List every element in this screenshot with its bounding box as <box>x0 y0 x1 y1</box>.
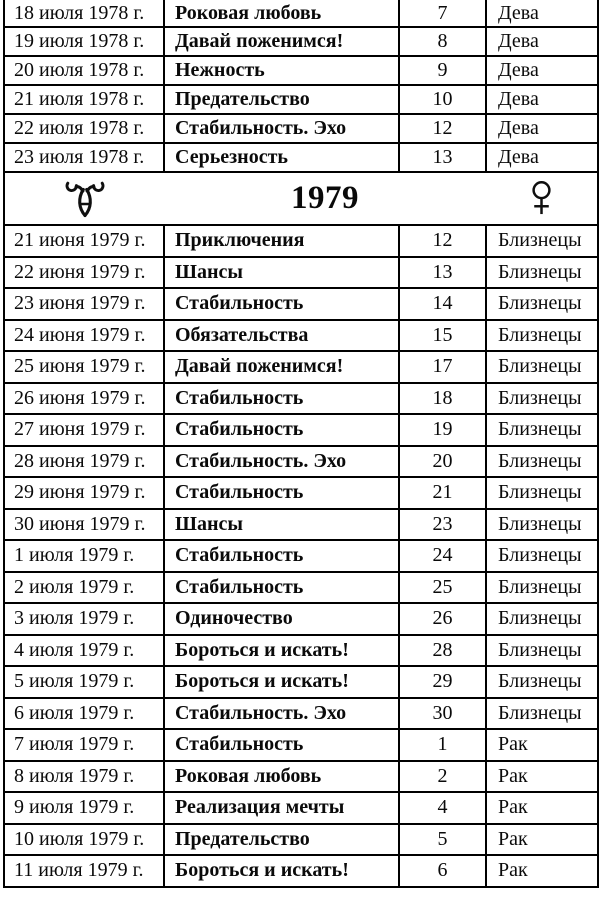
day-number-cell: 12 <box>399 114 486 143</box>
date-cell: 4 июля 1979 г. <box>4 635 164 667</box>
date-cell: 8 июля 1979 г. <box>4 761 164 793</box>
event-cell: Стабильность. Эхо <box>164 114 399 143</box>
zodiac-sign-cell: Близнецы <box>486 635 598 667</box>
event-cell: Предательство <box>164 824 399 856</box>
zodiac-sign-cell: Близнецы <box>486 446 598 478</box>
date-cell: 24 июня 1979 г. <box>4 320 164 352</box>
day-number-cell: 28 <box>399 635 486 667</box>
day-number-cell: 7 <box>399 0 486 27</box>
event-cell: Стабильность <box>164 414 399 446</box>
day-number-cell: 4 <box>399 792 486 824</box>
date-cell: 23 июня 1979 г. <box>4 288 164 320</box>
table-row <box>4 698 598 730</box>
date-cell: 21 июля 1978 г. <box>4 85 164 114</box>
table-row <box>4 477 598 509</box>
day-number-cell: 24 <box>399 540 486 572</box>
event-cell: Давай поженимся! <box>164 27 399 56</box>
table-row <box>4 56 598 85</box>
zodiac-sign-cell: Близнецы <box>486 540 598 572</box>
table-row <box>4 792 598 824</box>
day-number-cell: 8 <box>399 27 486 56</box>
table-row <box>4 824 598 856</box>
date-cell: 11 июля 1979 г. <box>4 855 164 887</box>
zodiac-sign-cell: Дева <box>486 56 598 85</box>
date-cell: 20 июля 1978 г. <box>4 56 164 85</box>
day-number-cell: 17 <box>399 351 486 383</box>
event-cell: Бороться и искать! <box>164 855 399 887</box>
zodiac-sign-cell: Близнецы <box>486 288 598 320</box>
zodiac-sign-cell: Близнецы <box>486 351 598 383</box>
date-cell: 9 июля 1979 г. <box>4 792 164 824</box>
table-row <box>4 761 598 793</box>
date-cell: 29 июня 1979 г. <box>4 477 164 509</box>
date-cell: 27 июня 1979 г. <box>4 414 164 446</box>
day-number-cell: 20 <box>399 446 486 478</box>
table-row <box>4 114 598 143</box>
zodiac-sign-cell: Близнецы <box>486 257 598 289</box>
event-cell: Стабильность <box>164 572 399 604</box>
date-cell: 2 июля 1979 г. <box>4 572 164 604</box>
table-row <box>4 509 598 541</box>
date-cell: 19 июля 1978 г. <box>4 27 164 56</box>
event-cell: Нежность <box>164 56 399 85</box>
table-row <box>4 0 598 27</box>
table-row <box>4 383 598 415</box>
day-number-cell: 29 <box>399 666 486 698</box>
zodiac-sign-cell: Рак <box>486 792 598 824</box>
day-number-cell: 18 <box>399 383 486 415</box>
day-number-cell: 6 <box>399 855 486 887</box>
event-cell: Роковая любовь <box>164 0 399 27</box>
horoscope-table <box>3 0 599 888</box>
day-number-cell: 15 <box>399 320 486 352</box>
zodiac-sign-cell: Близнецы <box>486 477 598 509</box>
event-cell: Бороться и искать! <box>164 666 399 698</box>
year-header-section <box>4 172 598 225</box>
table-row <box>4 351 598 383</box>
event-cell: Стабильность <box>164 383 399 415</box>
event-cell: Стабильность <box>164 288 399 320</box>
table-row <box>4 288 598 320</box>
zodiac-sign-cell: Рак <box>486 729 598 761</box>
zodiac-sign-cell: Близнецы <box>486 603 598 635</box>
zodiac-sign-cell: Рак <box>486 855 598 887</box>
event-cell: Стабильность <box>164 729 399 761</box>
event-cell: Шансы <box>164 257 399 289</box>
table-row <box>4 635 598 667</box>
event-cell: Шансы <box>164 509 399 541</box>
event-cell: Одиночество <box>164 603 399 635</box>
date-cell: 22 июля 1978 г. <box>4 114 164 143</box>
table-row <box>4 85 598 114</box>
day-number-cell: 21 <box>399 477 486 509</box>
date-cell: 28 июня 1979 г. <box>4 446 164 478</box>
zodiac-sign-cell: Близнецы <box>486 225 598 257</box>
zodiac-sign-cell: Близнецы <box>486 698 598 730</box>
date-cell: 6 июля 1979 г. <box>4 698 164 730</box>
event-cell: Обязательства <box>164 320 399 352</box>
table-row <box>4 729 598 761</box>
zodiac-sign-cell: Рак <box>486 824 598 856</box>
event-cell: Давай поженимся! <box>164 351 399 383</box>
zodiac-sign-cell: Близнецы <box>486 414 598 446</box>
date-cell: 5 июля 1979 г. <box>4 666 164 698</box>
table-row <box>4 446 598 478</box>
day-number-cell: 26 <box>399 603 486 635</box>
day-number-cell: 12 <box>399 225 486 257</box>
date-cell: 21 июня 1979 г. <box>4 225 164 257</box>
event-cell: Приключения <box>164 225 399 257</box>
zodiac-sign-cell: Близнецы <box>486 509 598 541</box>
venus-icon <box>528 179 555 219</box>
date-cell: 30 июня 1979 г. <box>4 509 164 541</box>
day-number-cell: 5 <box>399 824 486 856</box>
section-1978-rows <box>4 0 598 172</box>
event-cell: Стабильность <box>164 477 399 509</box>
table-row <box>4 540 598 572</box>
zodiac-sign-cell: Близнецы <box>486 572 598 604</box>
table-row <box>4 257 598 289</box>
day-number-cell: 13 <box>399 143 486 172</box>
section-1979-rows <box>4 225 598 887</box>
day-number-cell: 10 <box>399 85 486 114</box>
day-number-cell: 14 <box>399 288 486 320</box>
year-header-cell <box>4 172 598 225</box>
event-cell: Стабильность. Эхо <box>164 446 399 478</box>
year-heading: 1979 <box>291 180 359 217</box>
table-row <box>4 225 598 257</box>
zodiac-sign-cell: Рак <box>486 761 598 793</box>
date-cell: 25 июня 1979 г. <box>4 351 164 383</box>
event-cell: Бороться и искать! <box>164 635 399 667</box>
table-row <box>4 666 598 698</box>
year-header-row <box>4 172 598 225</box>
date-cell: 18 июля 1978 г. <box>4 0 164 27</box>
zodiac-sign-cell: Дева <box>486 143 598 172</box>
table-row <box>4 320 598 352</box>
day-number-cell: 30 <box>399 698 486 730</box>
event-cell: Стабильность <box>164 540 399 572</box>
event-cell: Стабильность. Эхо <box>164 698 399 730</box>
day-number-cell: 23 <box>399 509 486 541</box>
zodiac-sign-cell: Дева <box>486 0 598 27</box>
date-cell: 23 июля 1978 г. <box>4 143 164 172</box>
day-number-cell: 9 <box>399 56 486 85</box>
day-number-cell: 25 <box>399 572 486 604</box>
table-row <box>4 414 598 446</box>
date-cell: 7 июля 1979 г. <box>4 729 164 761</box>
event-cell: Роковая любовь <box>164 761 399 793</box>
day-number-cell: 13 <box>399 257 486 289</box>
day-number-cell: 19 <box>399 414 486 446</box>
event-cell: Реализация мечты <box>164 792 399 824</box>
table-row <box>4 27 598 56</box>
table-row <box>4 572 598 604</box>
date-cell: 26 июня 1979 г. <box>4 383 164 415</box>
table-row <box>4 855 598 887</box>
zodiac-sign-cell: Дева <box>486 27 598 56</box>
zodiac-sign-cell: Близнецы <box>486 383 598 415</box>
zodiac-sign-cell: Дева <box>486 114 598 143</box>
day-number-cell: 1 <box>399 729 486 761</box>
cancer-crayfish-icon <box>63 180 107 218</box>
event-cell: Предательство <box>164 85 399 114</box>
table-row <box>4 603 598 635</box>
date-cell: 10 июля 1979 г. <box>4 824 164 856</box>
zodiac-sign-cell: Близнецы <box>486 320 598 352</box>
date-cell: 1 июля 1979 г. <box>4 540 164 572</box>
event-cell: Серьезность <box>164 143 399 172</box>
day-number-cell: 2 <box>399 761 486 793</box>
zodiac-sign-cell: Дева <box>486 85 598 114</box>
table-row <box>4 143 598 172</box>
date-cell: 3 июля 1979 г. <box>4 603 164 635</box>
date-cell: 22 июня 1979 г. <box>4 257 164 289</box>
zodiac-sign-cell: Близнецы <box>486 666 598 698</box>
